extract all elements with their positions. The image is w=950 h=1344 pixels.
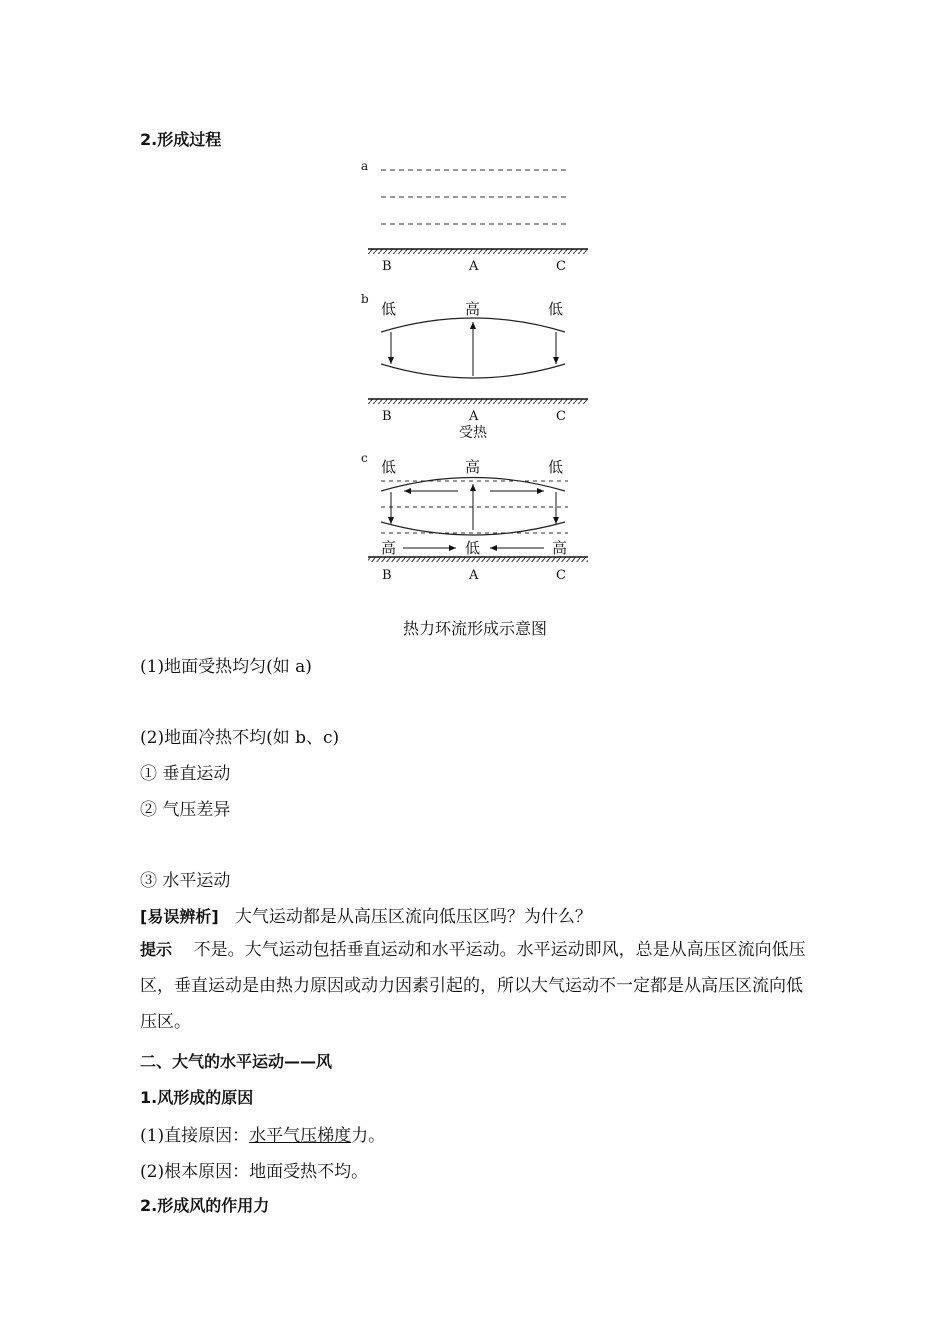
diagram-caption: 热力环流形成示意图 <box>402 619 547 638</box>
item-pressure: ② 气压差异 <box>140 800 231 820</box>
point-c: C <box>556 409 566 424</box>
pressure-low-label: 低 <box>381 458 397 476</box>
pressure-low-label: 低 <box>548 458 564 476</box>
misconception-tag: [易误辨析] <box>140 907 219 926</box>
point-c: C <box>556 259 566 274</box>
point-b: B <box>382 259 392 274</box>
section-heading-formation: 2.形成过程 <box>140 130 222 149</box>
direct-cause-prefix: (1)直接原因： <box>140 1126 250 1146</box>
panel-b-label: b <box>361 292 369 306</box>
section2-sub2: 2.形成风的作用力 <box>140 1196 270 1215</box>
section2-sub1: 1.风形成的原因 <box>140 1088 254 1107</box>
panel-c-label: c <box>361 451 368 465</box>
direct-cause-answer: 水平气压梯度 <box>249 1126 352 1146</box>
hint-label: 提示 <box>140 940 173 959</box>
item-horizontal: ③ 水平运动 <box>140 871 231 891</box>
item-vertical: ① 垂直运动 <box>140 764 231 784</box>
item-uneven: (2)地面冷热不均(如 b、c) <box>140 728 340 748</box>
surface-high-label: 高 <box>381 539 397 557</box>
point-a: A <box>469 259 479 274</box>
heated-label: 受热 <box>459 425 487 441</box>
misconception-line <box>140 902 592 927</box>
pressure-high-label: 高 <box>465 458 481 476</box>
item-uniform: (1)地面受热均匀(如 a) <box>140 657 312 677</box>
point-b: B <box>382 409 392 424</box>
panel-a-label: a <box>361 159 369 173</box>
hint-answer: 不是。大气运动包括垂直运动和水平运动。水平运动即风，总是从高压区流向低压区，垂直运动是由热力原因或动力因素引起的，所以大气运动不一定都是从高压区流向低压区。 <box>140 940 806 1032</box>
thermal-circulation-diagram <box>0 0 950 600</box>
point-a: A <box>469 568 479 583</box>
point-c: C <box>556 568 566 583</box>
pressure-high-label: 高 <box>465 300 481 318</box>
surface-high-label: 高 <box>552 539 568 557</box>
section2-title: 二、大气的水平运动——风 <box>140 1052 333 1071</box>
point-a: A <box>469 409 479 424</box>
hint-paragraph <box>140 932 815 1040</box>
root-cause-line: (2)根本原因：地面受热不均。 <box>140 1162 369 1182</box>
misconception-question: 大气运动都是从高压区流向低压区吗？为什么？ <box>234 907 592 927</box>
direct-cause-line <box>140 1121 385 1146</box>
surface-low-label: 低 <box>465 539 481 557</box>
direct-cause-suffix: 力。 <box>351 1126 386 1146</box>
pressure-low-label: 低 <box>548 300 564 318</box>
point-b: B <box>382 568 392 583</box>
pressure-low-label: 低 <box>381 300 397 318</box>
